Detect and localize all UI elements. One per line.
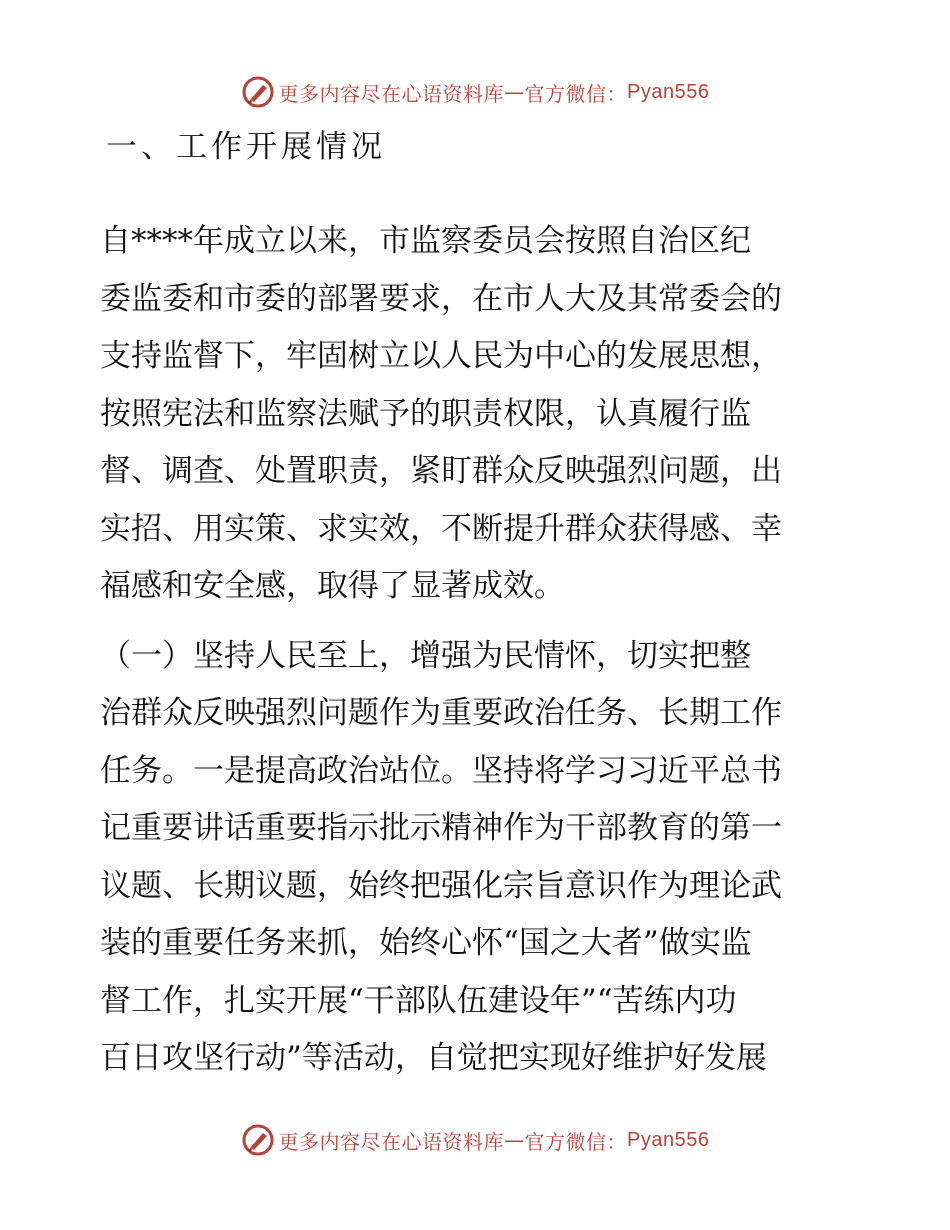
text-line: 支持监督下，牢固树立以人民为中心的发展思想，	[100, 338, 782, 374]
document-body	[100, 124, 850, 1088]
text-line: 委监委和市委的部署要求，在市人大及其常委会的	[100, 280, 782, 317]
watermark-label: 官方微信：	[524, 1129, 628, 1154]
text-line: 实招、用实策、求实效，不断提升群众获得感、幸	[100, 510, 782, 547]
pen-logo-icon	[241, 1123, 275, 1157]
watermark-text: 更多内容尽在心语资料库	[278, 1129, 505, 1154]
text-line: 装的重要任务来抓，始终心怀“国之大者”做实监	[100, 925, 752, 961]
pen-logo-icon	[241, 75, 275, 109]
text-line: 督工作，扎实开展“干部队伍建设年”“苦练内功	[100, 982, 737, 1019]
watermark-footer	[0, 1120, 950, 1160]
watermark-separator: —	[504, 80, 525, 104]
text-line: 任务。一是提高政治站位。坚持将学习习近平总书	[100, 752, 782, 789]
text-line: 按照宪法和监察法赋予的职责权限，认真履行监	[100, 395, 751, 432]
paragraph-intro	[100, 213, 850, 616]
text-line: 议题、长期议题，始终把强化宗旨意识作为理论武	[100, 867, 782, 904]
text-line: （一）坚持人民至上，增强为民情怀，切实把整	[100, 637, 751, 674]
text-line: 治群众反映强烈问题作为重要政治任务、长期工作	[100, 695, 782, 731]
watermark-label: 官方微信：	[524, 81, 628, 106]
text-line: 督、调查、处置职责，紧盯群众反映强烈问题，出	[100, 453, 782, 489]
watermark-account: Pyan556	[627, 80, 710, 103]
watermark-separator: —	[504, 1128, 525, 1152]
text-line: 福感和安全感，取得了显著成效。	[100, 568, 565, 604]
paragraph-section-one	[100, 628, 850, 1088]
section-heading: 一、工作开展情况	[106, 129, 386, 165]
text-line: 百日攻坚行动”等活动，自觉把实现好维护好发展	[100, 1040, 767, 1076]
text-line: 记重要讲话重要指示批示精神作为干部教育的第一	[100, 810, 782, 846]
text-line: 自****年成立以来，市监察委员会按照自治区纪	[100, 223, 751, 259]
watermark-text: 更多内容尽在心语资料库	[278, 81, 505, 106]
watermark-header	[0, 72, 950, 112]
watermark-account: Pyan556	[627, 1128, 710, 1151]
